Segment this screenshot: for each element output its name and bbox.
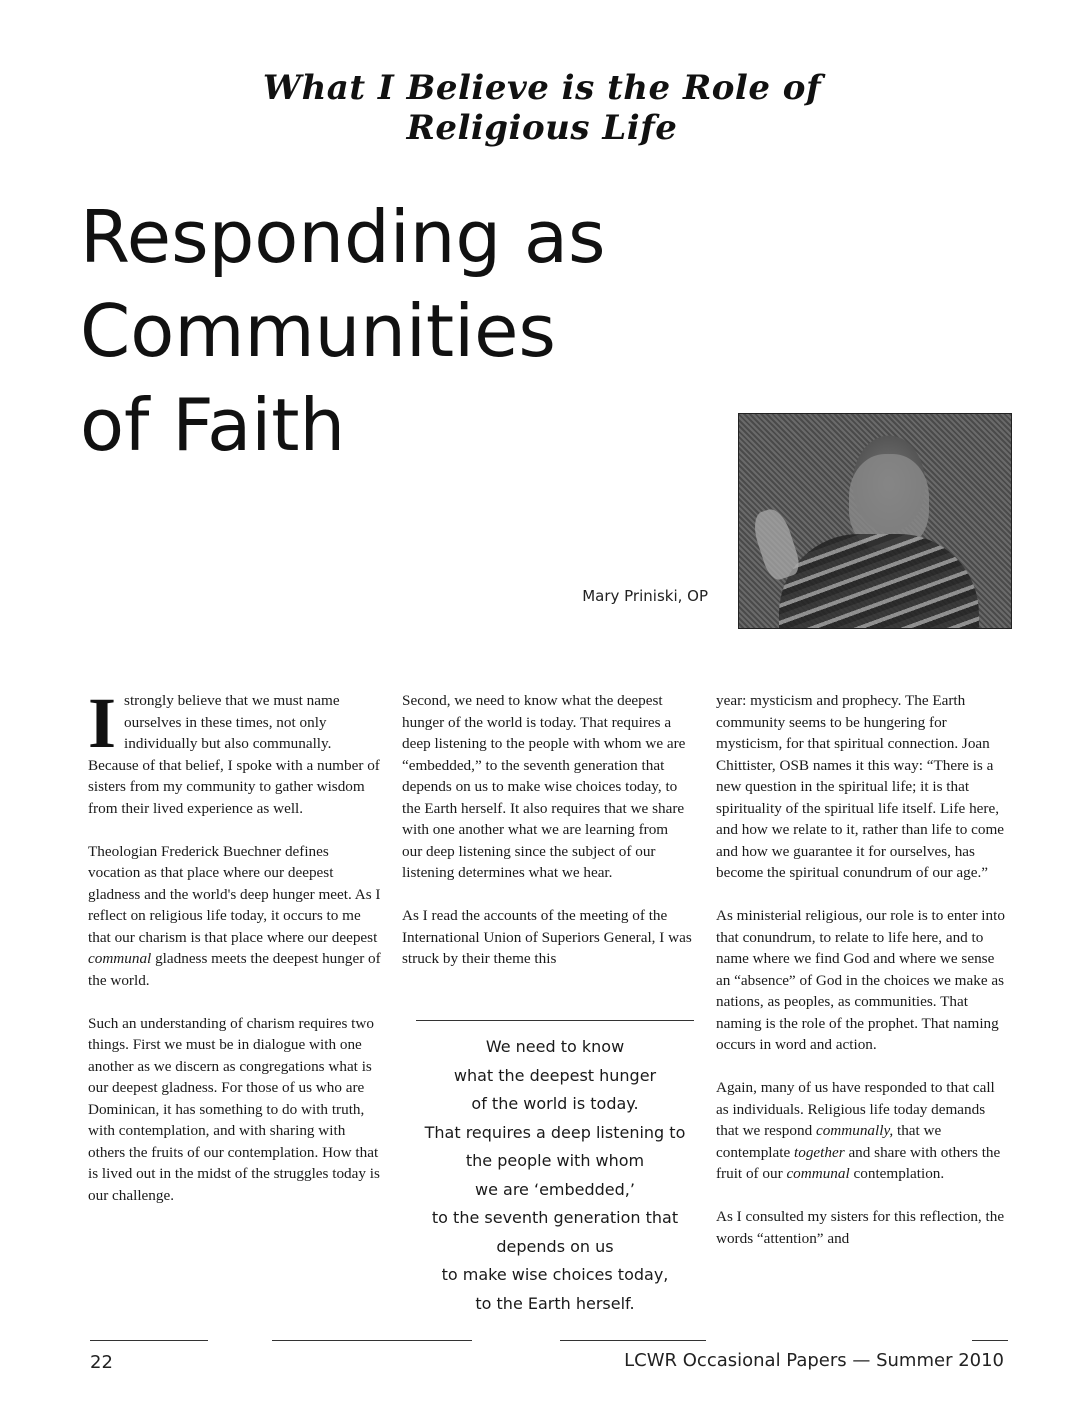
page-number: 22 (90, 1352, 113, 1373)
column-3 (716, 690, 1010, 1271)
pull-quote (416, 1033, 694, 1318)
col1-paragraph-2: Theologian Frederick Buechner defines vocation as that place where our deepest gladness and the world's deep hunger meet. As I reflect on religious life today, it occurs to me that our charism is that place where our deepest communal gladness meets the deepest hunger of the world. (88, 842, 381, 989)
col3-paragraph-3: Again, many of us have responded to that call as individuals. Religious life today demands that we respond communally, that we contemplate together and share with others the fruit of our communal contemplation. (716, 1079, 1001, 1182)
col1-paragraph-1: Istrongly believe that we must name ourselves in these times, not only individually but also communally. Because of that belief, I spoke with a number of sisters from my community to gather wisdom from their lived experience as well. (88, 683, 380, 817)
running-footer: LCWR Occasional Papers — Summer 2010 (624, 1350, 1004, 1371)
col2-paragraph-1: Second, we need to know what the deepest hunger of the world is today. That requires a deep listening to the people with whom we are “embedded,” to the seventh generation that depends on us to make wise choices today, to the Earth herself. It also requires that we share with one another what we are learning from our deep listening since the subject of our listening determines what we hear. (402, 692, 686, 881)
col3-paragraph-4: As I consulted my sisters for this reflection, the words “attention” and (716, 1208, 1005, 1247)
emphasis-communally: communally, (815, 1122, 894, 1139)
pullquote-line: the people with whom (465, 1151, 645, 1170)
photo-hand-shape (749, 505, 803, 582)
title-line-2: Communities (80, 289, 556, 373)
footer-rule (272, 1340, 472, 1341)
emphasis-together: together (794, 1143, 845, 1161)
pullquote-line: That requires a deep listening to (424, 1122, 686, 1142)
title-line-3: of Faith (80, 383, 346, 467)
pullquote-line: to the seventh generation that (431, 1208, 679, 1227)
pullquote-line: we are ‘embedded,’ (475, 1179, 635, 1199)
column-1 (88, 683, 384, 1228)
drop-cap: I (88, 683, 117, 763)
pullquote-line: what the deepest hunger (453, 1065, 657, 1085)
col2-paragraph-2: As I read the accounts of the meeting of the International Union of Superiors General, I was struck by their theme this (402, 907, 692, 967)
col3-paragraph-2: As ministerial religious, our role is to enter into that conundrum, to relate to life here, and to name where we find God and where we sense an “absence” of God in the choices we make as nations, as peoples, as communities. That naming is the role of the prophet. That naming occurs in word and action. (716, 907, 1005, 1053)
pullquote-line: We need to know (485, 1037, 625, 1056)
pullquote-line: depends on us (496, 1236, 614, 1256)
column-2 (402, 690, 692, 991)
footer-rule (90, 1340, 208, 1341)
col3-paragraph-1: year: mysticism and prophecy. The Earth community seems to be hungering for mysticism, for that spiritual connection. Joan Chittister, OSB names it this way: “There is a new question in the spiritual life; it is that spirituality of the spiritual life itself. Life here, and how we relate to it, rather than life to come and how we guarantee it for ourselves, has become the spiritual conundrum of our age.” (716, 692, 1005, 881)
photo-figure-shape (779, 534, 979, 629)
title-line-1: Responding as (80, 195, 606, 279)
pullquote-rule (416, 1020, 694, 1021)
pullquote-line: to the Earth herself. (475, 1293, 635, 1313)
series-title: What I Believe is the Role of Religious Life (262, 68, 822, 148)
pullquote-line: to make wise choices today, (441, 1265, 669, 1284)
footer-rule (972, 1340, 1008, 1341)
author-photo (738, 413, 1012, 629)
emphasis-communal: communal (786, 1165, 850, 1182)
col1-paragraph-3: Such an understanding of charism requires two things. First we must be in dialogue with one another as we discern as congregations what is our deepest gladness. For those of us who are Dominican, it has something to do with truth, with contemplation, and with sharing with others the fruits of our contemplation. How that is lived out in the midst of the struggles today is our challenge. (88, 1014, 380, 1204)
emphasis-communal: communal (88, 950, 152, 967)
footer-rule (560, 1340, 706, 1341)
pullquote-line: of the world is today. (471, 1094, 639, 1113)
author-byline: Mary Priniski, OP (582, 587, 708, 605)
article-title (80, 190, 700, 472)
